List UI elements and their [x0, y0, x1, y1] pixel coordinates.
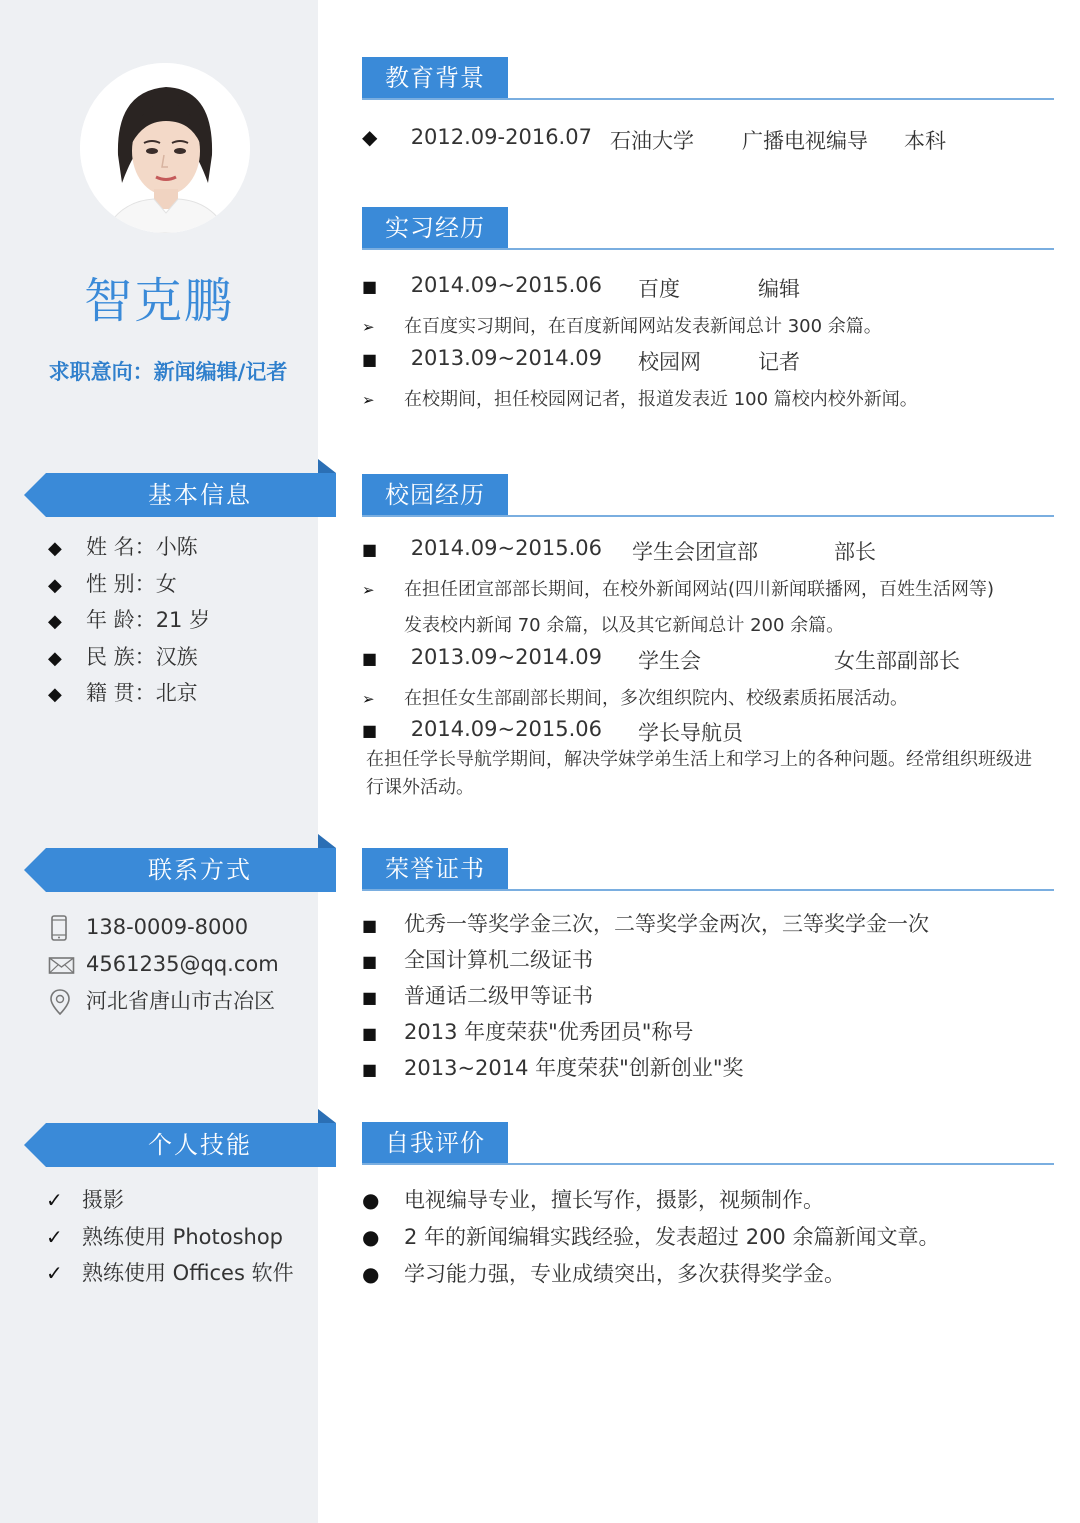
honors-section — [362, 848, 1054, 1088]
entry-period: 2014.09~2015.06 — [410, 273, 602, 297]
campus-desc-continued: 发表校内新闻 70 余篇，以及其它新闻总计 200 余篇。 — [404, 615, 845, 636]
section-divider — [362, 98, 1054, 100]
entry-period: 2014.09~2015.06 — [410, 536, 602, 560]
diamond-bullet-icon: ◆ — [48, 538, 62, 559]
job-objective: 求职意向：新闻编辑/记者 — [48, 360, 288, 384]
square-bullet-icon: ■ — [362, 952, 378, 971]
skills-list — [46, 1182, 316, 1292]
self-eval-title: 自我评价 — [362, 1122, 508, 1164]
entry-org: 学长导航员 — [638, 721, 743, 745]
honor-text: 2013~2014 年度荣获"创新创业"奖 — [404, 1056, 744, 1080]
entry-role: 部长 — [834, 540, 876, 564]
phone-number: 138-0009-8000 — [86, 915, 249, 939]
honor-text: 全国计算机二级证书 — [404, 948, 593, 972]
check-icon: ✓ — [46, 1188, 63, 1212]
campus-section — [362, 474, 1054, 804]
arrow-bullet-icon: ➢ — [362, 391, 375, 409]
skill-item — [46, 1255, 316, 1292]
square-bullet-icon: ■ — [362, 540, 378, 559]
info-label: 姓 名： — [86, 535, 156, 559]
phone-icon — [48, 915, 86, 941]
honor-item — [362, 980, 593, 1010]
info-row-age — [48, 602, 318, 639]
square-bullet-icon: ■ — [362, 988, 378, 1007]
arrow-bullet-icon: ➢ — [362, 690, 375, 708]
address-text: 河北省唐山市古冶区 — [86, 989, 275, 1013]
section-divider — [362, 248, 1054, 250]
email-address: 4561235@qq.com — [86, 952, 279, 976]
entry-desc: 在百度实习期间，在百度新闻网站发表新闻总计 300 余篇。 — [404, 316, 882, 337]
info-value: 小陈 — [155, 535, 198, 559]
check-icon: ✓ — [46, 1261, 63, 1285]
entry-role: 记者 — [758, 350, 800, 374]
education-title: 教育背景 — [362, 57, 508, 99]
skill-item — [46, 1219, 316, 1256]
info-label: 籍 贯： — [86, 681, 156, 705]
contact-address — [48, 983, 318, 1020]
campus-entry — [362, 645, 960, 673]
campus-desc — [362, 575, 994, 601]
education-section — [362, 57, 1054, 177]
education-period: 2012.09-2016.07 — [410, 125, 592, 149]
campus-entry — [362, 536, 876, 564]
mail-icon — [48, 955, 86, 975]
internship-section — [362, 207, 1054, 417]
education-school: 石油大学 — [610, 129, 694, 153]
section-divider — [362, 515, 1054, 517]
info-row-gender — [48, 566, 318, 603]
honor-item — [362, 1016, 693, 1046]
square-bullet-icon: ■ — [362, 916, 378, 935]
basic-info-list — [48, 529, 318, 712]
entry-period: 2014.09~2015.06 — [410, 717, 602, 741]
campus-desc — [362, 684, 908, 710]
sidebar — [0, 0, 318, 1523]
internship-title: 实习经历 — [362, 207, 508, 249]
skill-text: 熟练使用 Offices 软件 — [82, 1261, 294, 1285]
education-major: 广播电视编导 — [742, 129, 868, 153]
contact-list — [48, 909, 318, 1020]
campus-title: 校园经历 — [362, 474, 508, 516]
diamond-bullet-icon: ◆ — [48, 574, 62, 596]
skills-banner — [24, 1123, 336, 1167]
self-eval-text: 学习能力强，专业成绩突出，多次获得奖学金。 — [404, 1262, 845, 1286]
contact-email[interactable] — [48, 946, 318, 983]
arrow-bullet-icon: ➢ — [362, 581, 375, 599]
self-eval-section — [362, 1122, 1054, 1292]
skill-text: 摄影 — [82, 1188, 124, 1212]
info-value: 21 岁 — [155, 608, 211, 632]
entry-role: 女生部副部长 — [834, 649, 960, 673]
section-divider — [362, 889, 1054, 891]
entry-desc: 在校期间，担任校园网记者，报道发表近 100 篇校内校外新闻。 — [404, 389, 918, 410]
info-label: 年 龄： — [86, 608, 156, 632]
entry-period: 2013.09~2014.09 — [410, 645, 602, 669]
entry-role: 编辑 — [758, 277, 800, 301]
info-label: 性 别： — [86, 571, 156, 596]
skill-text: 熟练使用 Photoshop — [82, 1224, 284, 1249]
self-eval-item — [362, 1258, 845, 1288]
info-label: 民 族： — [86, 644, 156, 669]
info-value: 女 — [155, 571, 177, 596]
basic-info-banner — [24, 473, 336, 517]
square-bullet-icon: ■ — [362, 649, 378, 668]
entry-org: 百度 — [638, 277, 680, 301]
info-row-ethnicity — [48, 639, 318, 676]
honors-title: 荣誉证书 — [362, 848, 508, 890]
honor-text: 普通话二级甲等证书 — [404, 984, 593, 1008]
dot-bullet-icon: ● — [362, 1262, 380, 1286]
dot-bullet-icon: ● — [362, 1225, 380, 1249]
internship-desc — [362, 385, 918, 411]
section-divider — [362, 1163, 1054, 1165]
education-degree: 本科 — [904, 129, 946, 153]
square-bullet-icon: ■ — [362, 1060, 378, 1079]
self-eval-text: 电视编导专业，擅长写作，摄影，视频制作。 — [404, 1188, 824, 1212]
honor-item — [362, 944, 593, 974]
self-eval-item — [362, 1184, 824, 1214]
entry-org: 学生会 — [638, 649, 701, 673]
entry-period: 2013.09~2014.09 — [410, 346, 602, 370]
internship-entry — [362, 346, 800, 374]
diamond-bullet-icon: ◆ — [48, 611, 62, 632]
campus-entry — [362, 717, 743, 745]
contact-title: 联系方式 — [148, 856, 252, 884]
info-row-name — [48, 529, 318, 566]
portrait-image — [80, 63, 250, 233]
basic-info-title: 基本信息 — [148, 481, 252, 509]
internship-entry — [362, 273, 800, 301]
check-icon: ✓ — [46, 1224, 63, 1249]
profile-photo — [80, 63, 250, 233]
info-value: 汉族 — [155, 644, 198, 669]
info-value: 北京 — [155, 681, 198, 705]
skill-item — [46, 1182, 316, 1219]
square-bullet-icon: ■ — [362, 721, 378, 740]
candidate-name: 智克鹏 — [83, 273, 234, 329]
internship-desc — [362, 312, 882, 338]
square-bullet-icon: ■ — [362, 1024, 378, 1043]
honor-text: 优秀一等奖学金三次，二等奖学金两次，三等奖学金一次 — [404, 912, 929, 936]
honor-item — [362, 908, 929, 938]
entry-desc: 在担任团宣部部长期间，在校外新闻网站(四川新闻联播网，百姓生活网等) — [404, 579, 995, 600]
self-eval-text: 2 年的新闻编辑实践经验，发表超过 200 余篇新闻文章。 — [404, 1225, 940, 1249]
entry-org: 学生会团宣部 — [632, 540, 758, 564]
self-eval-item — [362, 1221, 939, 1251]
entry-desc: 在担任女生部副部长期间，多次组织院内、校级素质拓展活动。 — [404, 688, 908, 709]
campus-paragraph: 在担任学长导航学期间，解决学妹学弟生活上和学习上的各种问题。经常组织班级进行课外活动。 — [366, 749, 1032, 798]
square-bullet-icon: ■ — [362, 277, 378, 296]
location-pin-icon — [48, 988, 86, 1016]
dot-bullet-icon: ● — [362, 1188, 380, 1212]
education-entry — [362, 125, 946, 153]
info-row-hometown — [48, 675, 318, 712]
diamond-bullet-icon: ◆ — [48, 684, 62, 705]
contact-banner — [24, 848, 336, 892]
arrow-bullet-icon: ➢ — [362, 318, 375, 336]
skills-title: 个人技能 — [148, 1131, 252, 1159]
entry-org: 校园网 — [638, 350, 701, 374]
honor-text: 2013 年度荣获"优秀团员"称号 — [404, 1020, 694, 1044]
diamond-bullet-icon: ◆ — [362, 125, 378, 149]
honor-item — [362, 1052, 743, 1082]
contact-phone[interactable] — [48, 909, 318, 946]
diamond-bullet-icon: ◆ — [48, 647, 62, 669]
square-bullet-icon: ■ — [362, 350, 378, 369]
